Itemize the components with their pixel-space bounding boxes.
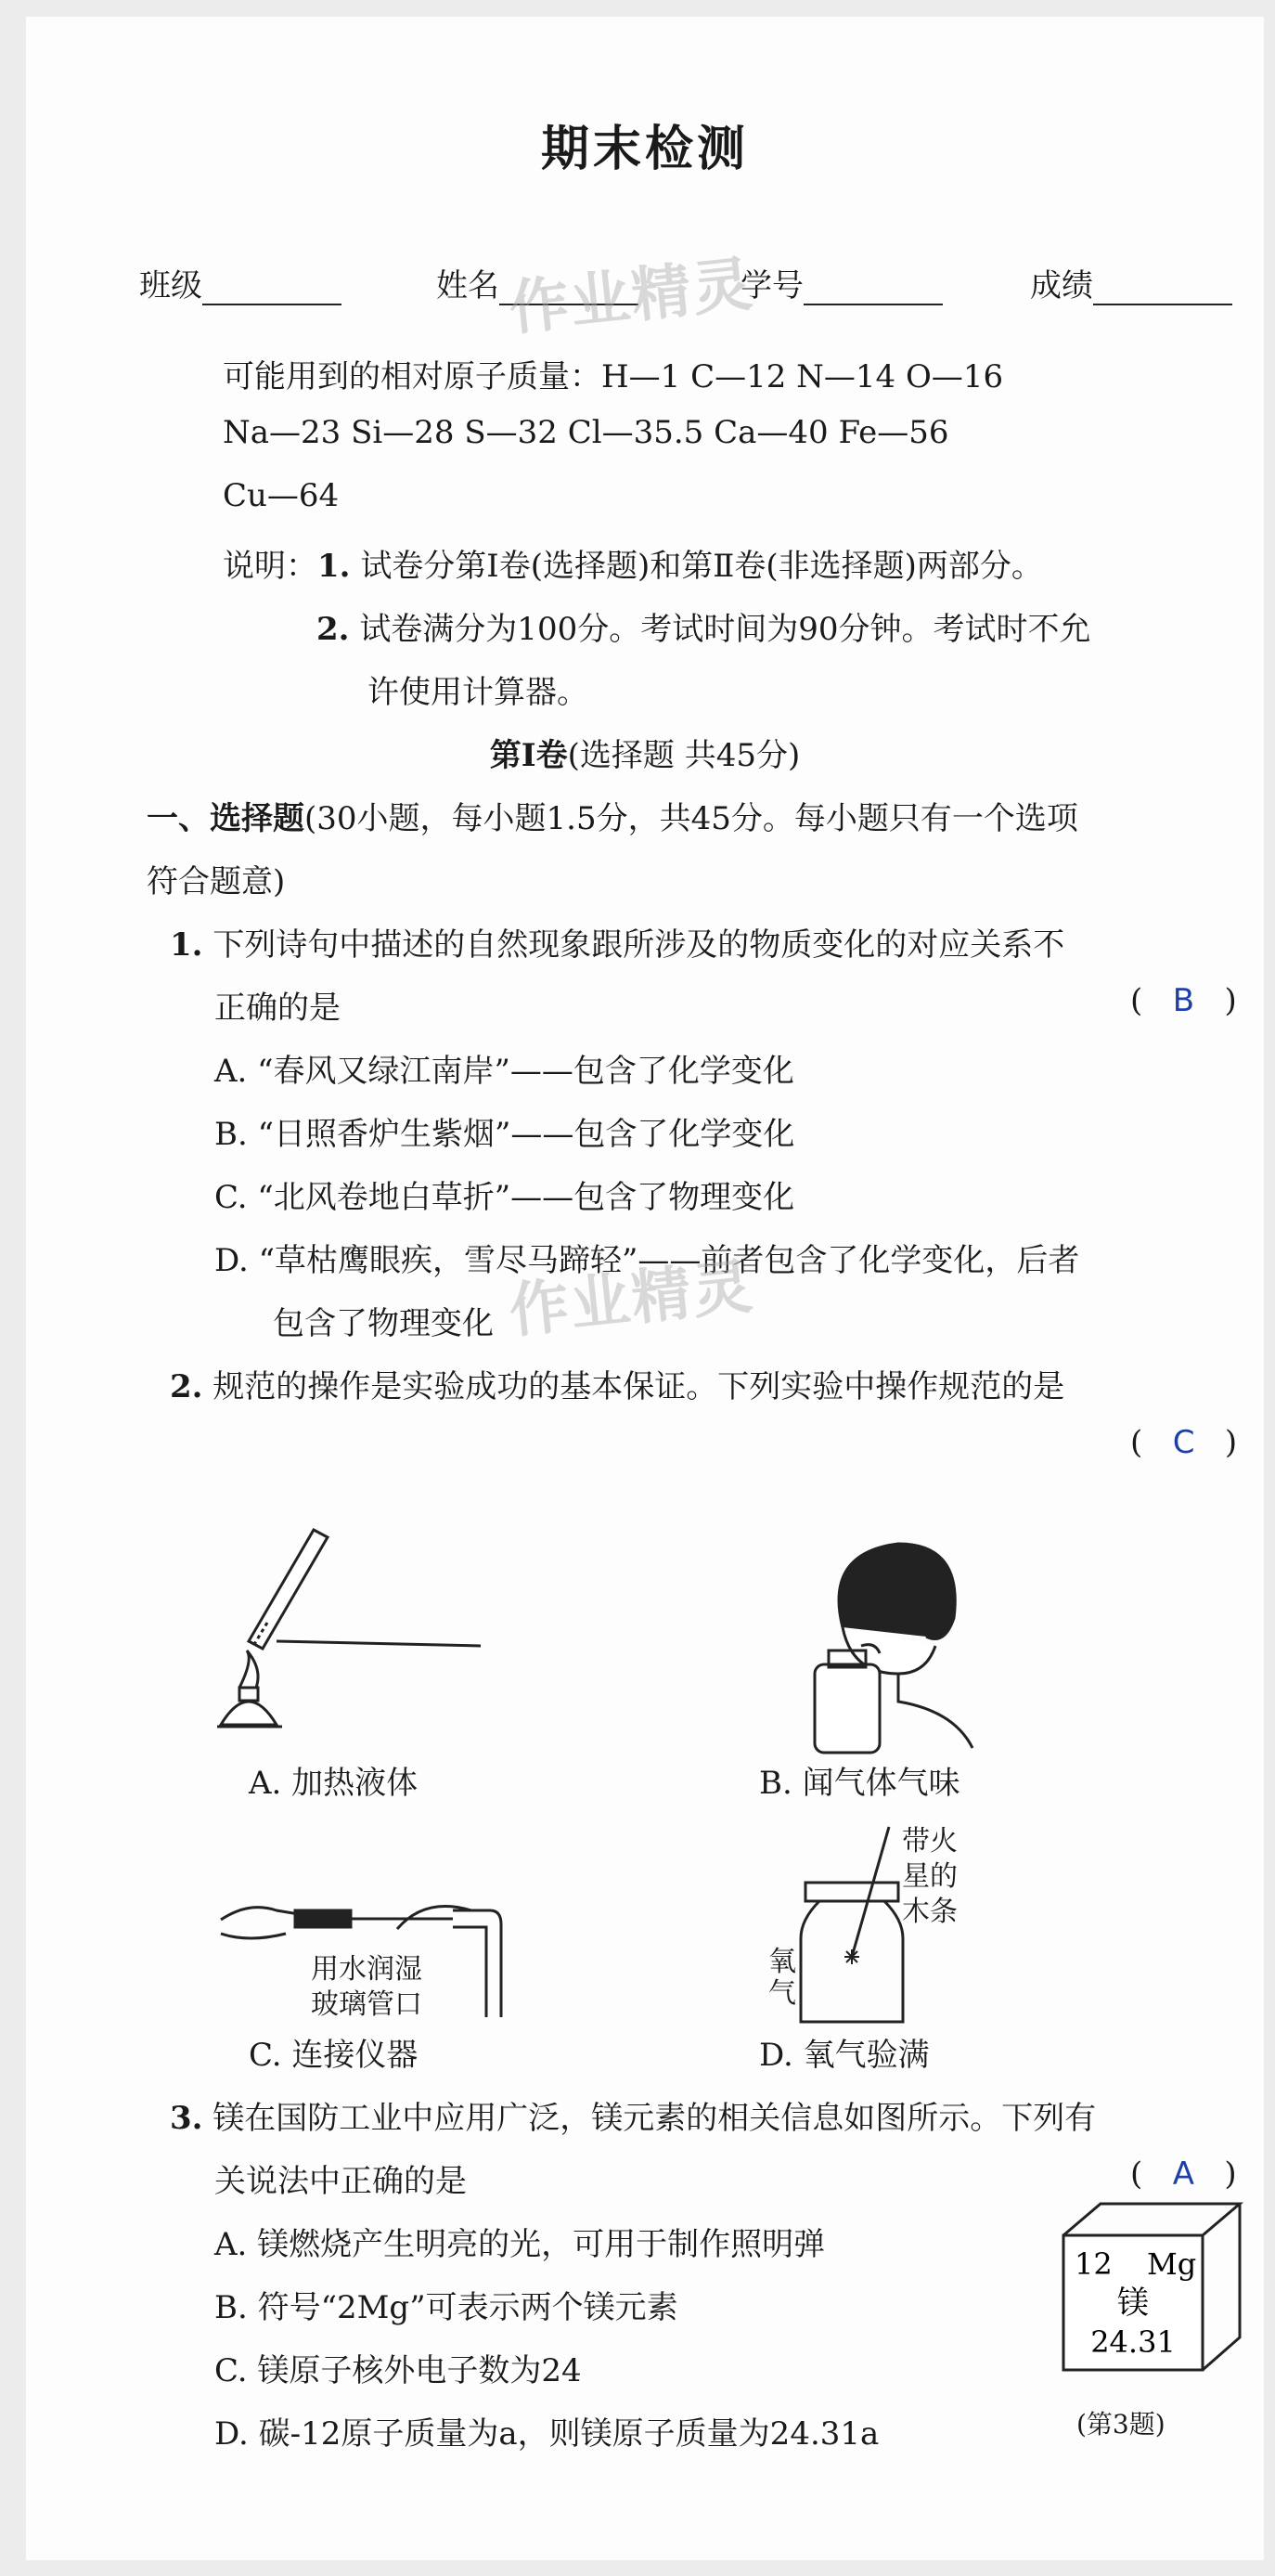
bottle-neck <box>805 1883 898 1901</box>
q2-answer: C <box>1172 1424 1195 1461</box>
q2-stem-text: 规范的操作是实验成功的基本保证。下列实验中操作规范的是 <box>212 1368 1065 1405</box>
spark-icon <box>844 1949 859 1964</box>
d-label-2: 星的 <box>902 1860 958 1893</box>
score-field[interactable] <box>1030 260 1232 305</box>
q1-stem-b: 正确的是 <box>214 990 341 1027</box>
q2-number: 2. <box>170 1368 203 1405</box>
class-blank[interactable] <box>202 276 341 305</box>
atomic-masses-line-3: Cu—64 <box>223 477 340 514</box>
watermark: 作业精灵 <box>506 250 757 344</box>
note-2-text-b: 许使用计算器。 <box>367 674 588 711</box>
exam-page <box>26 17 1264 2560</box>
q2-stem <box>170 1361 1064 1406</box>
d-label-3: 木条 <box>902 1896 958 1928</box>
id-blank[interactable] <box>804 276 943 305</box>
q2-option-d: D. 氧气验满 <box>759 2037 930 2074</box>
q1-stem <box>170 919 1064 964</box>
test-tube <box>249 1530 328 1649</box>
q1-answer-box: ( B ) <box>1130 982 1237 1019</box>
element-name: 镁 <box>1117 2285 1149 2322</box>
note-1-number: 1. <box>317 548 351 585</box>
figure-smelling-gas <box>787 1534 991 1757</box>
q3-answer-box: ( A ) <box>1130 2155 1237 2193</box>
alcohol-lamp <box>221 1702 277 1725</box>
part-one-desc-b: 符合题意) <box>147 863 286 900</box>
q1-option-c: C. “北风卷地白草折”——包含了物理变化 <box>214 1179 795 1216</box>
note-1 <box>223 540 1043 586</box>
q3-stem-a: 镁在国防工业中应用广泛，镁元素的相关信息如图所示。下列有 <box>212 2100 1097 2137</box>
test-tube-holder <box>277 1641 481 1646</box>
note-2-number: 2. <box>316 611 350 648</box>
d-label-5: 气 <box>768 1977 796 2010</box>
note-2 <box>316 603 1090 649</box>
q2-option-a: A. 加热液体 <box>249 1765 419 1802</box>
id-label: 学号 <box>741 267 804 304</box>
atomic-masses-line-1: 可能用到的相对原子质量：H—1 C—12 N—14 O—16 <box>223 358 1004 395</box>
q1-number: 1. <box>170 926 203 964</box>
q3-number: 3. <box>170 2100 203 2137</box>
part-one-label: 一、选择题 <box>147 800 304 837</box>
c-label-2: 玻璃管口 <box>311 1988 422 2021</box>
q3-option-d: D. 碳-12原子质量为a，则镁原子质量为24.31a <box>214 2415 880 2453</box>
d-label-1: 带火 <box>902 1825 958 1858</box>
score-blank[interactable] <box>1093 276 1232 305</box>
c-label-1: 用水润湿 <box>311 1953 422 1986</box>
q2-option-b: B. 闻气体气味 <box>759 1765 960 1802</box>
element-number: 12 <box>1075 2246 1113 2282</box>
section-title-bold: 第Ⅰ卷 <box>489 737 568 774</box>
note-1-text: 试卷分第Ⅰ卷(选择题)和第Ⅱ卷(非选择题)两部分。 <box>360 548 1043 585</box>
element-symbol: Mg <box>1147 2246 1197 2282</box>
section-title <box>26 730 1264 775</box>
name-label: 姓名 <box>436 267 499 304</box>
class-label: 班级 <box>139 267 202 304</box>
magnesium-element-card <box>1054 2198 1258 2384</box>
q1-option-d-a: D. “草枯鹰眼疾，雪尽马蹄轻”——前者包含了化学变化，后者 <box>214 1242 1080 1279</box>
page-title: 期末检测 <box>540 121 749 177</box>
gas-bottle <box>815 1664 880 1753</box>
glowing-splint <box>852 1827 889 1957</box>
section-title-rest: (选择题 共45分) <box>567 737 801 774</box>
left-hand <box>221 1908 304 1920</box>
atomic-masses-line-2: Na—23 Si—28 S—32 Cl—35.5 Ca—40 Fe—56 <box>223 414 949 451</box>
q3-figure-caption: (第3题) <box>1076 2409 1166 2440</box>
note-2-text-a: 试卷满分为100分。考试时间为90分钟。考试时不允 <box>359 611 1091 648</box>
element-mass: 24.31 <box>1090 2324 1176 2360</box>
q2-answer-box: ( C ) <box>1130 1424 1238 1461</box>
person-hair <box>839 1544 955 1639</box>
q1-option-b: B. “日照香炉生紫烟”——包含了化学变化 <box>214 1116 795 1153</box>
part-one-heading <box>147 793 1078 838</box>
q2-option-c: C. 连接仪器 <box>249 2037 419 2074</box>
q3-answer: A <box>1172 2155 1194 2193</box>
rubber-tube <box>295 1910 351 1927</box>
q3-option-b: B. 符号“2Mg”可表示两个镁元素 <box>214 2289 678 2326</box>
d-label-4: 氧 <box>768 1946 796 1978</box>
flame-icon <box>239 1650 258 1688</box>
q3-option-a: A. 镁燃烧产生明亮的光，可用于制作照明弹 <box>214 2226 826 2263</box>
class-field[interactable] <box>139 260 341 305</box>
part-one-desc-a: (30小题，每小题1.5分，共45分。每小题只有一个选项 <box>304 800 1078 837</box>
q1-option-d-b: 包含了物理变化 <box>273 1305 494 1342</box>
figure-heating-liquid <box>212 1502 490 1753</box>
q3-stem <box>170 2092 1096 2138</box>
id-field[interactable] <box>741 260 943 305</box>
q1-answer: B <box>1172 982 1195 1019</box>
q3-stem-b: 关说法中正确的是 <box>214 2163 467 2200</box>
q3-option-c: C. 镁原子核外电子数为24 <box>214 2352 582 2389</box>
q1-stem-a: 下列诗句中描述的自然现象跟所涉及的物质变化的对应关系不 <box>212 926 1065 964</box>
watermark-2: 作业精灵 <box>506 1252 757 1347</box>
q1-option-a: A. “春风又绿江南岸”——包含了化学变化 <box>214 1053 794 1090</box>
note-label: 说明： <box>223 548 317 585</box>
score-label: 成绩 <box>1030 267 1093 304</box>
